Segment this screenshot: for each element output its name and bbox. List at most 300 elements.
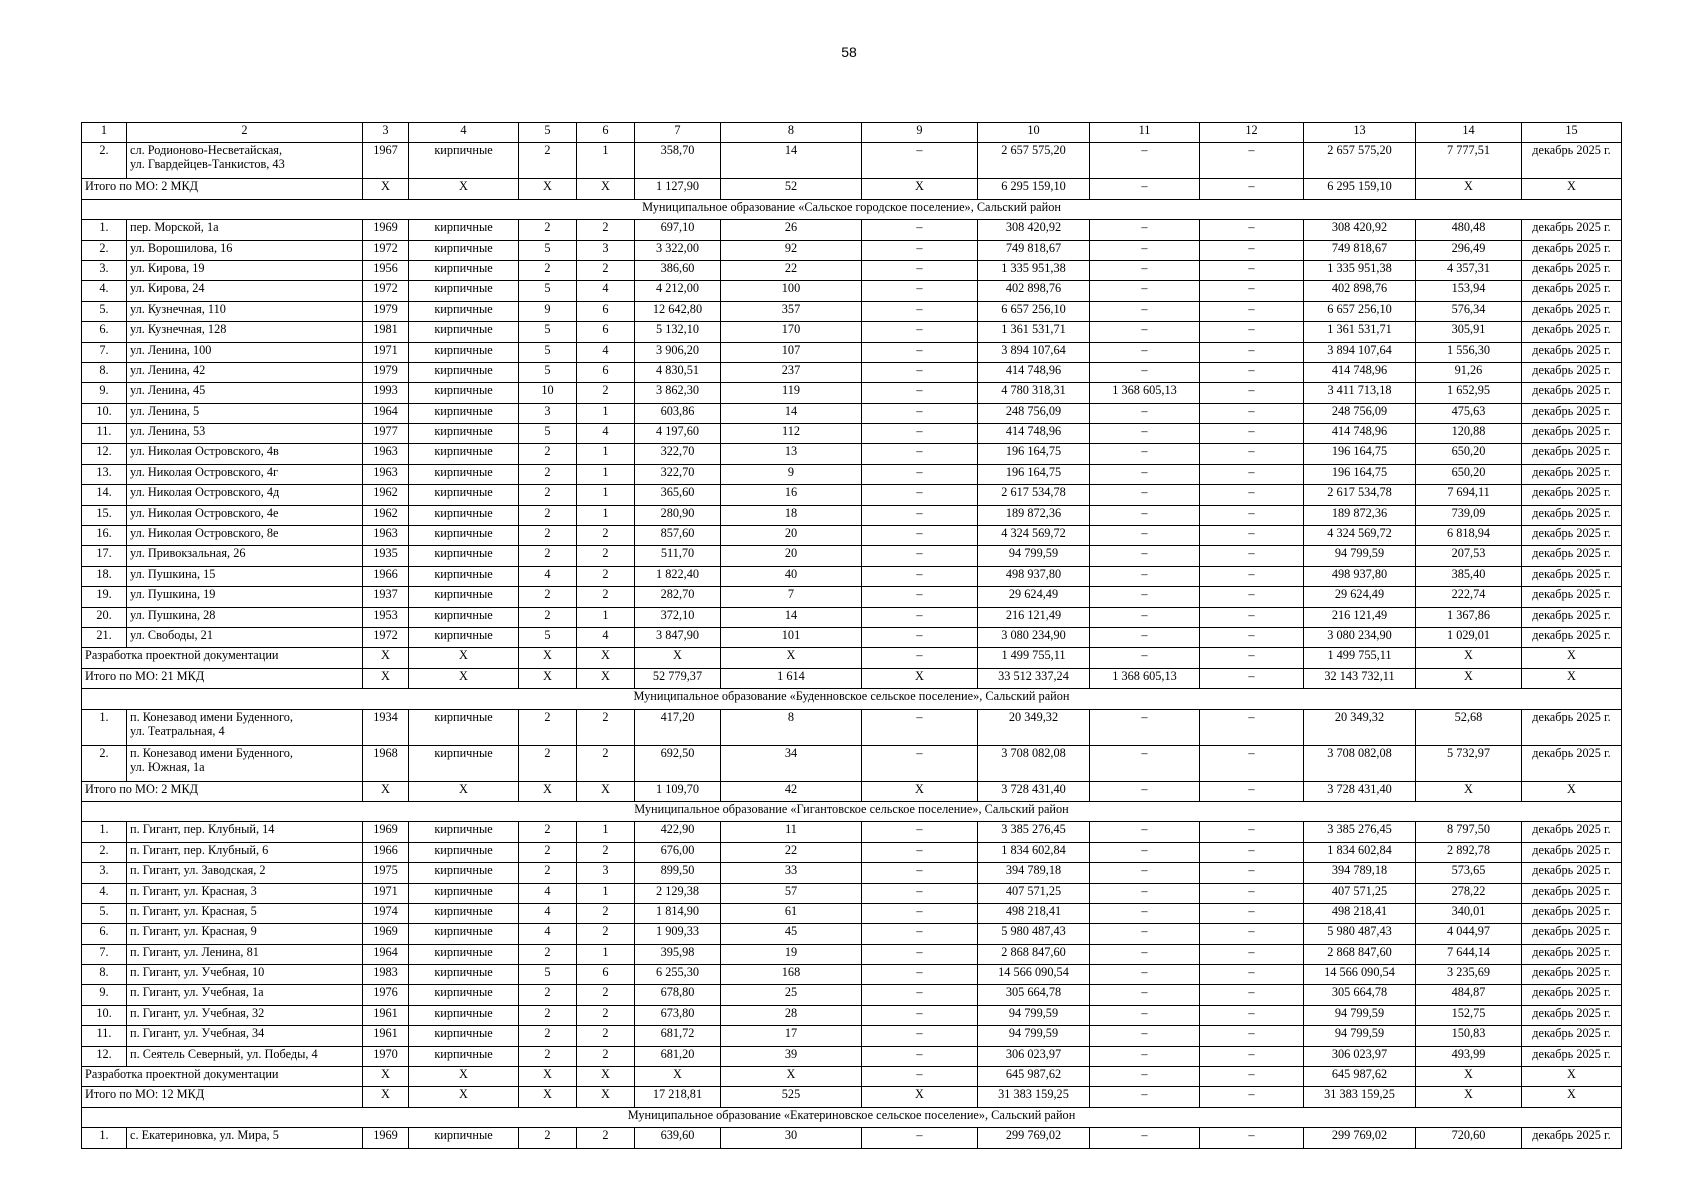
table-row (82, 464, 1622, 484)
address-cell: с. Екатериновка, ул. Мира, 5 (127, 1128, 363, 1148)
table-cell: 10 (519, 383, 577, 403)
total-cell: Х (1522, 1087, 1622, 1107)
table-cell: – (1200, 1026, 1304, 1046)
table-row (82, 1005, 1622, 1025)
table-cell: 3 080 234,90 (1304, 627, 1416, 647)
table-cell: 1 (577, 464, 635, 484)
table-cell: 749 818,67 (1304, 240, 1416, 260)
table-cell: декабрь 2025 г. (1522, 607, 1622, 627)
table-cell: 237 (721, 362, 862, 382)
municipality-heading: Муниципальное образование «Екатериновское сельское поселение», Сальский район (82, 1107, 1622, 1127)
table-cell: 5 980 487,43 (1304, 924, 1416, 944)
table-row (82, 924, 1622, 944)
table-cell: 1. (82, 822, 127, 842)
table-cell: – (1090, 863, 1200, 883)
table-cell: – (862, 903, 978, 923)
table-cell: 1 361 531,71 (1304, 322, 1416, 342)
table-cell: 9 (519, 301, 577, 321)
table-cell: – (1200, 301, 1304, 321)
table-cell: – (862, 301, 978, 321)
table-cell: – (1090, 627, 1200, 647)
table-cell: декабрь 2025 г. (1522, 863, 1622, 883)
column-number-cell: 1 (82, 123, 127, 143)
table-cell: 14 566 090,54 (1304, 965, 1416, 985)
table-cell: – (1090, 903, 1200, 923)
table-cell: 7 644,14 (1416, 944, 1522, 964)
table-cell: 1969 (363, 220, 409, 240)
table-cell: 5 (519, 240, 577, 260)
total-cell: Х (1522, 1067, 1622, 1087)
table-cell: 322,70 (635, 444, 721, 464)
column-number-row (82, 123, 1622, 143)
table-cell: 2 (577, 709, 635, 745)
table-cell: 498 937,80 (1304, 566, 1416, 586)
table-cell: – (862, 362, 978, 382)
table-cell: – (862, 709, 978, 745)
address-cell: п. Гигант, ул. Учебная, 10 (127, 965, 363, 985)
table-cell: 1953 (363, 607, 409, 627)
table-cell: 357 (721, 301, 862, 321)
total-cell: – (1200, 179, 1304, 199)
table-cell: – (1200, 281, 1304, 301)
table-cell: 1 (577, 883, 635, 903)
table-cell: 2 (577, 383, 635, 403)
address-cell: ул. Николая Островского, 4г (127, 464, 363, 484)
table-cell: – (1090, 505, 1200, 525)
table-cell: – (1200, 944, 1304, 964)
table-cell: 1 (577, 485, 635, 505)
address-cell: ул. Пушкина, 19 (127, 587, 363, 607)
table-cell: – (862, 143, 978, 179)
table-cell: – (1200, 745, 1304, 781)
table-cell: декабрь 2025 г. (1522, 383, 1622, 403)
table-cell: 498 218,41 (978, 903, 1090, 923)
table-cell: 153,94 (1416, 281, 1522, 301)
table-cell: 196 164,75 (1304, 444, 1416, 464)
table-cell: 3 862,30 (635, 383, 721, 403)
table-cell: – (1090, 924, 1200, 944)
section-heading-row (82, 689, 1622, 709)
table-cell: декабрь 2025 г. (1522, 322, 1622, 342)
table-cell: 5. (82, 301, 127, 321)
table-cell: – (862, 546, 978, 566)
table-cell: кирпичные (409, 342, 519, 362)
table-cell: 11 (721, 822, 862, 842)
total-cell: Х (577, 648, 635, 668)
table-cell: – (1200, 362, 1304, 382)
table-cell: 29 624,49 (978, 587, 1090, 607)
table-cell: – (1200, 863, 1304, 883)
table-cell: 306 023,97 (978, 1046, 1090, 1066)
table-cell: 6. (82, 322, 127, 342)
table-cell: – (1200, 546, 1304, 566)
table-cell: 5 (519, 281, 577, 301)
address-cell: ул. Ленина, 100 (127, 342, 363, 362)
total-cell: Х (519, 781, 577, 801)
table-cell: кирпичные (409, 745, 519, 781)
table-cell: 2 (577, 587, 635, 607)
table-cell: – (1090, 745, 1200, 781)
table-cell: 16 (721, 485, 862, 505)
table-cell: 8. (82, 965, 127, 985)
table-cell: 395,98 (635, 944, 721, 964)
table-cell: декабрь 2025 г. (1522, 362, 1622, 382)
table-cell: декабрь 2025 г. (1522, 424, 1622, 444)
table-cell: 673,80 (635, 1005, 721, 1025)
table-cell: 3 906,20 (635, 342, 721, 362)
address-cell: ул. Ленина, 53 (127, 424, 363, 444)
table-cell: 414 748,96 (1304, 362, 1416, 382)
table-cell: кирпичные (409, 587, 519, 607)
table-cell: 1 335 951,38 (1304, 260, 1416, 280)
table-cell: 1 335 951,38 (978, 260, 1090, 280)
table-cell: 8 797,50 (1416, 822, 1522, 842)
table-cell: 3 894 107,64 (1304, 342, 1416, 362)
table-cell: – (862, 842, 978, 862)
total-cell: Х (363, 1067, 409, 1087)
table-cell: 18. (82, 566, 127, 586)
table-cell: – (1090, 444, 1200, 464)
table-cell: 1963 (363, 526, 409, 546)
table-row (82, 546, 1622, 566)
table-cell: кирпичные (409, 883, 519, 903)
table-cell: 3 411 713,18 (1304, 383, 1416, 403)
table-cell: 720,60 (1416, 1128, 1522, 1148)
table-cell: 1935 (363, 546, 409, 566)
table-cell: – (1090, 526, 1200, 546)
table-cell: – (1090, 322, 1200, 342)
table-cell: 30 (721, 1128, 862, 1148)
total-cell: Х (577, 668, 635, 688)
table-cell: кирпичные (409, 965, 519, 985)
table-cell: 20. (82, 607, 127, 627)
address-cell: ул. Ленина, 42 (127, 362, 363, 382)
table-cell: 1969 (363, 1128, 409, 1148)
total-cell: Х (577, 1087, 635, 1107)
table-cell: 40 (721, 566, 862, 586)
address-cell: п. Гигант, ул. Учебная, 1а (127, 985, 363, 1005)
address-cell: ул. Николая Островского, 8е (127, 526, 363, 546)
table-cell: 4 044,97 (1416, 924, 1522, 944)
table-cell: 2 (519, 220, 577, 240)
table-cell: 17. (82, 546, 127, 566)
table-cell: 1 368 605,13 (1090, 383, 1200, 403)
table-cell: 1 (577, 944, 635, 964)
address-cell: п. Гигант, ул. Красная, 9 (127, 924, 363, 944)
table-cell: кирпичные (409, 301, 519, 321)
table-cell: 112 (721, 424, 862, 444)
total-cell: Х (1522, 781, 1622, 801)
table-cell: 11. (82, 424, 127, 444)
table-cell: 13. (82, 464, 127, 484)
column-number-cell: 9 (862, 123, 978, 143)
table-cell: – (1090, 281, 1200, 301)
table-cell: – (1090, 143, 1200, 179)
table-cell: 107 (721, 342, 862, 362)
table-cell: 2 (577, 903, 635, 923)
table-cell: – (862, 745, 978, 781)
table-row (82, 485, 1622, 505)
table-cell: 119 (721, 383, 862, 403)
total-cell: 645 987,62 (978, 1067, 1090, 1087)
table-cell: кирпичные (409, 281, 519, 301)
total-cell: Х (519, 648, 577, 668)
column-number-cell: 10 (978, 123, 1090, 143)
table-cell: 18 (721, 505, 862, 525)
table-cell: 1968 (363, 745, 409, 781)
table-cell: – (862, 220, 978, 240)
table-cell: 475,63 (1416, 403, 1522, 423)
column-number-cell: 5 (519, 123, 577, 143)
table-cell: 1 361 531,71 (978, 322, 1090, 342)
table-cell: кирпичные (409, 566, 519, 586)
table-cell: 3 080 234,90 (978, 627, 1090, 647)
total-cell: 31 383 159,25 (978, 1087, 1090, 1107)
total-cell: Х (1522, 179, 1622, 199)
table-cell: декабрь 2025 г. (1522, 1046, 1622, 1066)
table-cell: 650,20 (1416, 444, 1522, 464)
table-cell: 340,01 (1416, 903, 1522, 923)
table-cell: 1972 (363, 240, 409, 260)
total-cell: Х (862, 668, 978, 688)
table-cell: 639,60 (635, 1128, 721, 1148)
address-cell: ул. Кузнечная, 128 (127, 322, 363, 342)
address-cell: ул. Пушкина, 15 (127, 566, 363, 586)
total-cell: 645 987,62 (1304, 1067, 1416, 1087)
total-cell: Х (1416, 668, 1522, 688)
table-row (82, 281, 1622, 301)
table-cell: 33 (721, 863, 862, 883)
table-cell: – (1090, 464, 1200, 484)
table-row (82, 1026, 1622, 1046)
table-cell: – (862, 587, 978, 607)
total-cell: Х (1522, 668, 1622, 688)
repair-register-table (81, 122, 1622, 1149)
table-cell: 4 (577, 342, 635, 362)
table-cell: – (1200, 526, 1304, 546)
table-cell: – (1090, 944, 1200, 964)
table-cell: – (862, 985, 978, 1005)
total-cell: Х (363, 781, 409, 801)
table-cell: 8. (82, 362, 127, 382)
table-cell: – (1090, 566, 1200, 586)
column-number-cell: 6 (577, 123, 635, 143)
table-cell: кирпичные (409, 903, 519, 923)
table-cell: декабрь 2025 г. (1522, 587, 1622, 607)
table-row (82, 301, 1622, 321)
table-cell: 1937 (363, 587, 409, 607)
table-cell: – (862, 607, 978, 627)
table-cell: 899,50 (635, 863, 721, 883)
table-cell: 1961 (363, 1005, 409, 1025)
table-cell: – (1090, 822, 1200, 842)
table-row (82, 822, 1622, 842)
address-cell: п. Сеятель Северный, ул. Победы, 4 (127, 1046, 363, 1066)
table-cell: 2 (577, 985, 635, 1005)
address-cell: ул. Николая Островского, 4в (127, 444, 363, 464)
table-cell: 4. (82, 883, 127, 903)
table-cell: 216 121,49 (1304, 607, 1416, 627)
table-cell: – (1200, 709, 1304, 745)
table-cell: 2 (577, 745, 635, 781)
table-cell: 4 (577, 424, 635, 444)
table-cell: 3 322,00 (635, 240, 721, 260)
table-cell: 676,00 (635, 842, 721, 862)
table-cell: 296,49 (1416, 240, 1522, 260)
total-cell: – (1090, 179, 1200, 199)
total-cell: 31 383 159,25 (1304, 1087, 1416, 1107)
table-cell: 61 (721, 903, 862, 923)
total-label: Итого по МО: 2 МКД (82, 179, 363, 199)
table-cell: 2 (577, 260, 635, 280)
table-cell: – (862, 281, 978, 301)
table-cell: – (1200, 240, 1304, 260)
table-cell: 101 (721, 627, 862, 647)
table-cell: 1 822,40 (635, 566, 721, 586)
table-cell: декабрь 2025 г. (1522, 260, 1622, 280)
table-cell: 94 799,59 (978, 1026, 1090, 1046)
total-cell: 525 (721, 1087, 862, 1107)
table-cell: – (1200, 1128, 1304, 1148)
table-cell: декабрь 2025 г. (1522, 281, 1622, 301)
total-label: Итого по МО: 21 МКД (82, 668, 363, 688)
table-cell: 407 571,25 (1304, 883, 1416, 903)
municipality-heading: Муниципальное образование «Буденновское сельское поселение», Сальский район (82, 689, 1622, 709)
total-cell: Х (409, 179, 519, 199)
table-cell: 25 (721, 985, 862, 1005)
table-cell: – (862, 505, 978, 525)
table-cell: 4 780 318,31 (978, 383, 1090, 403)
table-cell: – (862, 822, 978, 842)
table-cell: – (862, 1026, 978, 1046)
table-cell: декабрь 2025 г. (1522, 301, 1622, 321)
table-cell: 308 420,92 (1304, 220, 1416, 240)
table-cell: 57 (721, 883, 862, 903)
table-cell: 196 164,75 (978, 444, 1090, 464)
table-cell: 1969 (363, 924, 409, 944)
table-cell: 94 799,59 (1304, 546, 1416, 566)
total-cell: 1 127,90 (635, 179, 721, 199)
table-cell: – (1200, 403, 1304, 423)
address-cell: п. Гигант, пер. Клубный, 14 (127, 822, 363, 842)
table-cell: 1 834 602,84 (978, 842, 1090, 862)
table-cell: декабрь 2025 г. (1522, 1026, 1622, 1046)
table-cell: 1. (82, 220, 127, 240)
table-cell: – (1090, 1128, 1200, 1148)
table-cell: 92 (721, 240, 862, 260)
table-cell: 2 (519, 546, 577, 566)
table-cell: 2. (82, 143, 127, 179)
total-cell: 1 109,70 (635, 781, 721, 801)
address-cell: пер. Морской, 1а (127, 220, 363, 240)
table-cell: 9 (721, 464, 862, 484)
table-cell: 414 748,96 (978, 362, 1090, 382)
table-cell: 2 (519, 842, 577, 862)
table-cell: 170 (721, 322, 862, 342)
address-cell: п. Гигант, ул. Ленина, 81 (127, 944, 363, 964)
table-cell: 22 (721, 260, 862, 280)
total-cell: Х (409, 781, 519, 801)
table-cell: 1956 (363, 260, 409, 280)
table-cell: 2 (519, 143, 577, 179)
table-cell: кирпичные (409, 464, 519, 484)
total-cell: Х (577, 1067, 635, 1087)
table-cell: – (1200, 965, 1304, 985)
table-cell: – (1200, 260, 1304, 280)
table-cell: 2 (519, 1005, 577, 1025)
table-cell: – (1200, 220, 1304, 240)
table-cell: 1971 (363, 883, 409, 903)
table-cell: – (1090, 546, 1200, 566)
table-cell: – (862, 924, 978, 944)
total-cell: Х (1416, 179, 1522, 199)
table-cell: 2 (577, 546, 635, 566)
table-cell: – (1200, 985, 1304, 1005)
table-cell: – (1090, 1046, 1200, 1066)
table-cell: 20 349,32 (1304, 709, 1416, 745)
table-cell: 2 (577, 220, 635, 240)
table-cell: 216 121,49 (978, 607, 1090, 627)
table-cell: декабрь 2025 г. (1522, 965, 1622, 985)
total-cell: Х (577, 179, 635, 199)
total-label: Итого по МО: 12 МКД (82, 1087, 363, 1107)
table-cell: 150,83 (1416, 1026, 1522, 1046)
table-cell: 386,60 (635, 260, 721, 280)
table-cell: 681,72 (635, 1026, 721, 1046)
total-cell: Х (363, 648, 409, 668)
table-cell: 94 799,59 (1304, 1026, 1416, 1046)
table-cell: 29 624,49 (1304, 587, 1416, 607)
table-cell: – (1200, 924, 1304, 944)
table-cell: – (1090, 424, 1200, 444)
total-row (82, 1067, 1622, 1087)
table-row (82, 863, 1622, 883)
table-cell: декабрь 2025 г. (1522, 220, 1622, 240)
table-cell: 6 657 256,10 (978, 301, 1090, 321)
table-cell: кирпичные (409, 444, 519, 464)
municipality-heading: Муниципальное образование «Сальское городское поселение», Сальский район (82, 199, 1622, 219)
table-cell: 248 756,09 (1304, 403, 1416, 423)
table-cell: 4 (577, 627, 635, 647)
table-cell: – (1090, 301, 1200, 321)
table-cell: декабрь 2025 г. (1522, 505, 1622, 525)
table-cell: 282,70 (635, 587, 721, 607)
total-cell: Х (519, 179, 577, 199)
table-cell: 2 (519, 822, 577, 842)
table-cell: декабрь 2025 г. (1522, 526, 1622, 546)
table-cell: 2. (82, 745, 127, 781)
total-cell: Х (363, 179, 409, 199)
table-cell: 100 (721, 281, 862, 301)
table-cell: 3 (519, 403, 577, 423)
table-cell: 20 (721, 546, 862, 566)
table-cell: 14 (721, 403, 862, 423)
table-cell: 1 (577, 505, 635, 525)
table-cell: 1975 (363, 863, 409, 883)
table-cell: – (1090, 260, 1200, 280)
table-cell: декабрь 2025 г. (1522, 403, 1622, 423)
total-label: Разработка проектной документации (82, 1067, 363, 1087)
total-cell: Х (409, 668, 519, 688)
table-cell: 14 (721, 143, 862, 179)
table-cell: кирпичные (409, 546, 519, 566)
table-cell: 12 642,80 (635, 301, 721, 321)
address-cell: п. Гигант, ул. Учебная, 34 (127, 1026, 363, 1046)
table-cell: 1963 (363, 464, 409, 484)
table-cell: кирпичные (409, 1046, 519, 1066)
table-cell: 1977 (363, 424, 409, 444)
table-cell: декабрь 2025 г. (1522, 842, 1622, 862)
